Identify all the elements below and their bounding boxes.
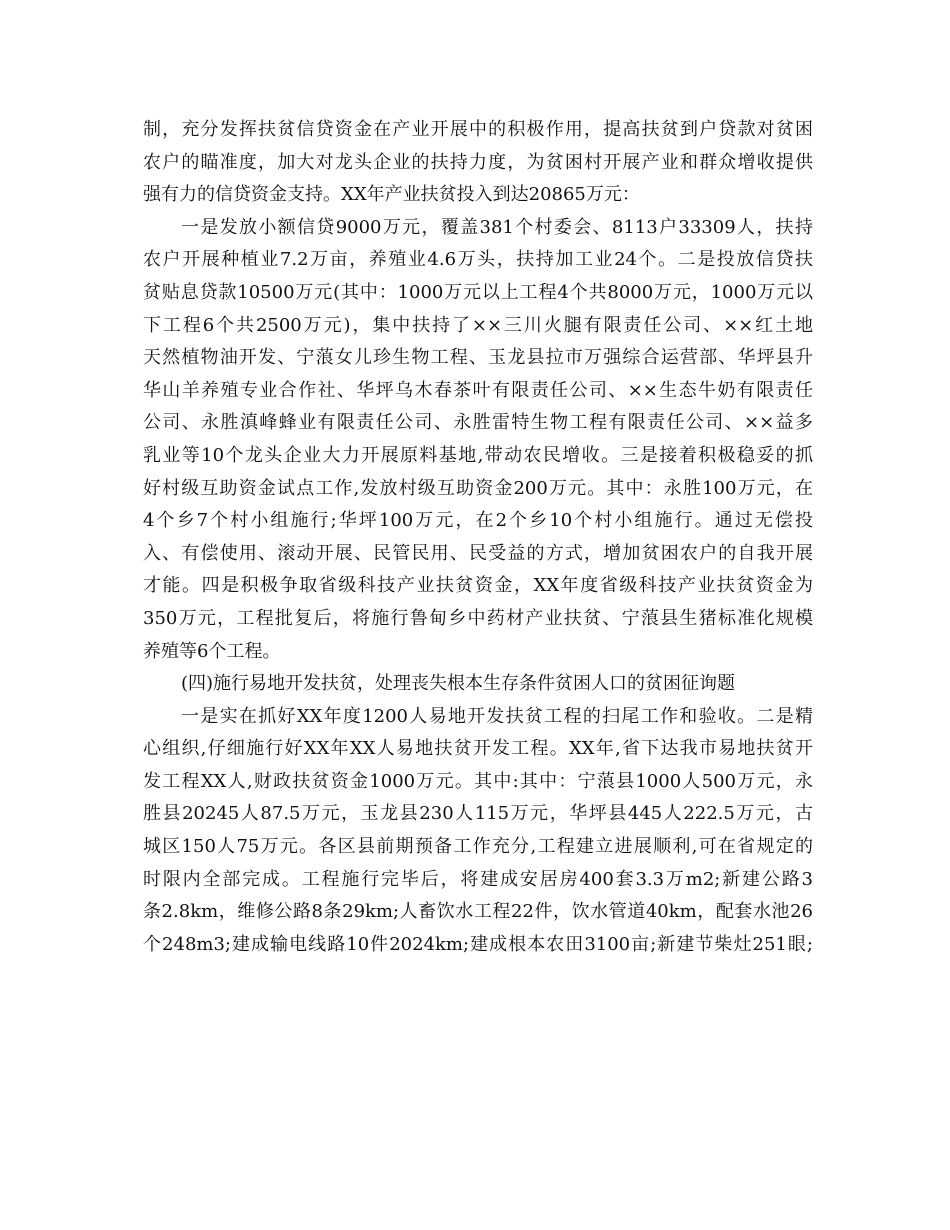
- text-line: 一是实在抓好XX年度1200人易地开发扶贫工程的扫尾工作和验收。二是精: [181, 705, 813, 727]
- text-line: 农户的瞄准度，加大对龙头企业的扶持力度，为贫困村开展产业和群众增收提供: [143, 151, 813, 173]
- text-line: 心组织,仔细施行好XX年XX人易地扶贫开发工程。XX年,省下达我市易地扶贫开: [143, 738, 813, 760]
- text-line: 城区150人75万元。各区县前期预备工作充分,工程建立进展顺利,可在省规定的: [143, 836, 813, 858]
- text-line: 下工程6个共2500万元)，集中扶持了××三川火腿有限责任公司、××红土地: [143, 314, 813, 336]
- text-line: 条2.8km，维修公路8条29km;人畜饮水工程22件，饮水管道40km，配套水池26: [143, 901, 813, 923]
- text-line: 公司、永胜滇峰蜂业有限责任公司、永胜雷特生物工程有限责任公司、××益多: [143, 412, 813, 434]
- text-line: 350万元，工程批复后，将施行鲁甸乡中药材产业扶贫、宁蒗县生猪标准化规模: [143, 607, 813, 629]
- text-line: 养殖等6个工程。: [143, 640, 281, 662]
- text-line: 好村级互助资金试点工作,发放村级互助资金200万元。其中：永胜100万元，在: [143, 477, 813, 499]
- text-line: 华山羊养殖专业合作社、华坪乌木春茶叶有限责任公司、××生态牛奶有限责任: [143, 379, 813, 401]
- text-line: 入、有偿使用、滚动开展、民管民用、民受益的方式，增加贫困农户的自我开展: [143, 542, 813, 564]
- text-line: 4个乡7个村小组施行;华坪100万元，在2个乡10个村小组施行。通过无偿投: [143, 510, 813, 532]
- text-line: 强有力的信贷资金支持。XX年产业扶贫投入到达20865万元：: [143, 184, 640, 206]
- text-line: 天然植物油开发、宁蒗女儿珍生物工程、玉龙县拉市万强综合运营部、华坪县升: [143, 347, 813, 369]
- text-line: 胜县20245人87.5万元，玉龙县230人115万元，华坪县445人222.5万元，古: [143, 803, 813, 825]
- text-line: 制，充分发挥扶贫信贷资金在产业开展中的积极作用，提高扶贫到户贷款对贫困: [143, 119, 813, 140]
- text-line: 时限内全部完成。工程施行完毕后，将建成安居房400套3.3万m2;新建公路3: [143, 868, 813, 890]
- document-page: [143, 114, 813, 961]
- text-line: 个248m3;建成输电线路10件2024km;建成根本农田3100亩;新建节柴灶251眼;: [143, 933, 813, 955]
- text-line: 一是发放小额信贷9000万元，覆盖381个村委会、8113户33309人，扶持: [181, 216, 813, 238]
- text-line: 发工程XX人,财政扶贫资金1000万元。其中:其中：宁蒗县1000人500万元，永: [143, 770, 813, 792]
- text-line: 乳业等10个龙头企业大力开展原料基地,带动农民增收。三是接着积极稳妥的抓: [143, 444, 813, 466]
- text-line: 农户开展种植业7.2万亩，养殖业4.6万头，扶持加工业24个。二是投放信贷扶: [143, 249, 813, 271]
- text-line: 才能。四是积极争取省级科技产业扶贫资金，XX年度省级科技产业扶贫资金为: [143, 575, 813, 597]
- text-line: (四)施行易地开发扶贫，处理丧失根本生存条件贫困人口的贫困征询题: [181, 673, 736, 695]
- text-line: 贫贴息贷款10500万元(其中：1000万元以上工程4个共8000万元，1000万元以: [143, 281, 813, 303]
